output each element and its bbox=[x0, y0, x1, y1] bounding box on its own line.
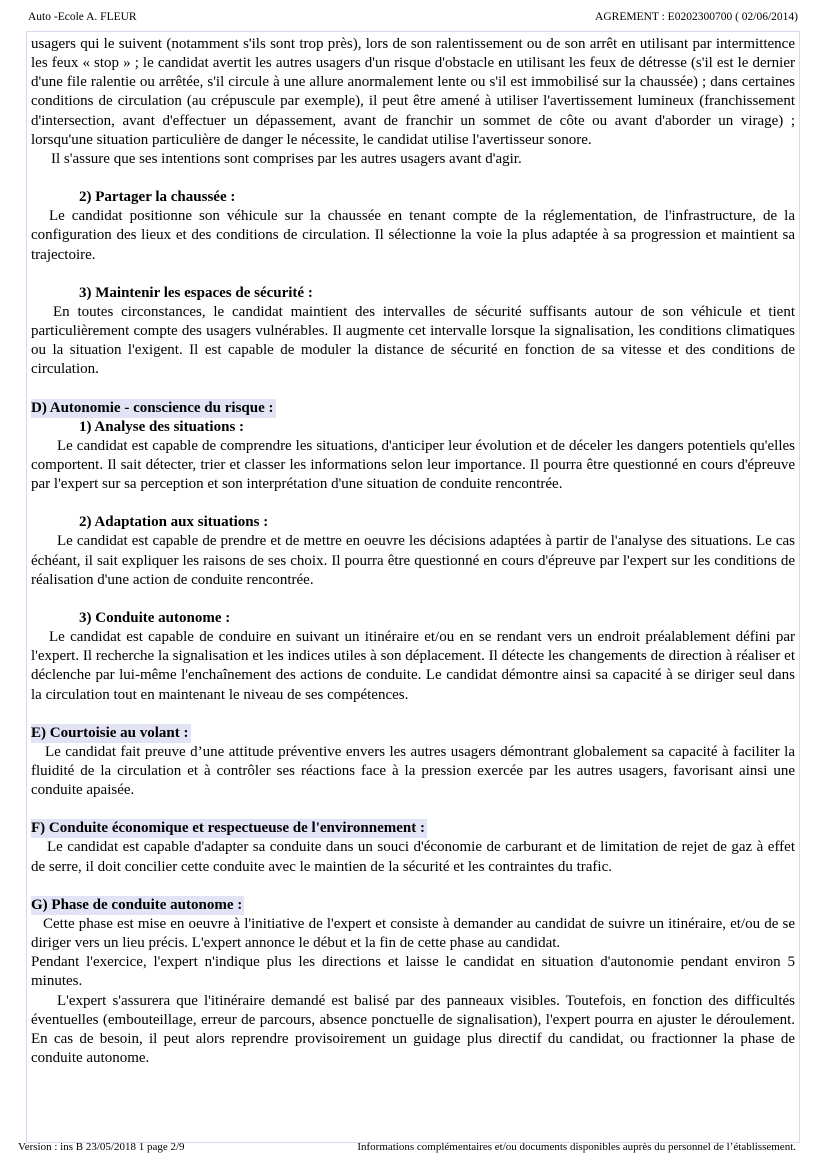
footer-version: Version : ins B 23/05/2018 1 page 2/9 bbox=[18, 1141, 185, 1153]
page-footer bbox=[18, 1141, 796, 1155]
document-body bbox=[31, 35, 795, 1068]
paragraph-autonomous-phase-1: Cette phase est mise en oeuvre à l'initiative de l'expert et consiste à demander au candidat de suivre un itinéraire, et/ou de se diriger vers un lieu précis. L'expert annonce le début et la fin de cette phase au candidat. bbox=[31, 915, 795, 952]
paragraph-courtesy: Le candidat fait preuve d’une attitude préventive envers les autres usagers démontrant globalement sa capacité à faciliter la fluidité de la circulation et à contrôler ses réactions face à la pression exercée par les autres usagers, favorisant ainsi une conduite apaisée. bbox=[31, 743, 795, 799]
paragraph-share-road: Le candidat positionne son véhicule sur la chaussée en tenant compte de la réglementation, de l'infrastructure, de la configuration des lieux et des conditions de circulation. Il sélectionne la voie la plus adaptée à sa progression et maintient sa trajectoire. bbox=[31, 208, 795, 263]
page-header bbox=[28, 11, 798, 27]
section-heading-eco-driving: F) Conduite économique et respectueuse de l'environnement : bbox=[31, 819, 427, 838]
header-school-name: Auto -Ecole A. FLEUR bbox=[28, 11, 137, 23]
section-heading-autonomous-phase: G) Phase de conduite autonome : bbox=[31, 896, 244, 915]
paragraph-eco-driving: Le candidat est capable d'adapter sa conduite dans un souci d'économie de carburant et de limitation de rejet de gaz à effet de serre, il doit concilier cette conduite avec le maintien de la sécurité et les contraintes du trafic. bbox=[31, 839, 795, 875]
paragraph-autonomous-phase-3: L'expert s'assurera que l'itinéraire demandé est balisé par des panneaux visibles. Toutefois, en fonction des difficultés éventuelles (embouteillage, erreur de parcours, absence ponctuelle de signalisation), l'expert pourra en ajuster le déroulement. En cas de besoin, il peut alors reprendre provisoirement un guidage plus directif du candidat, ou fractionner la phase de conduite autonome. bbox=[31, 992, 795, 1067]
paragraph-adaptation: Le candidat est capable de prendre et de mettre en oeuvre les décisions adaptées à partir de l'analyse des situations. Le cas échéant, il sait expliquer les raisons de ses choix. Il pourra être questionné en cours d'épreuve par l'expert sur les conditions de réalisation d'une action de conduite rencontrée. bbox=[31, 533, 795, 588]
paragraph-safety-spaces: En toutes circonstances, le candidat maintient des intervalles de sécurité suffisants autour de son véhicule et tient particulièrement compte des usagers vulnérables. Il augmente cet intervalle lorsque la signalisation, les conditions climatiques ou la situation l'exigent. Il est capable de moduler la distance de sécurité en fonction de sa vitesse et des conditions de circulation. bbox=[31, 303, 795, 378]
paragraph-autonomous-phase-2: Pendant l'exercice, l'expert n'indique plus les directions et laisse le candidat en situation d'autonomie pendant environ 5 minutes. bbox=[31, 954, 795, 990]
section-heading-courtesy: E) Courtoisie au volant : bbox=[31, 724, 191, 743]
footer-info: Informations complémentaires et/ou documents disponibles auprès du personnel de l’établissement. bbox=[357, 1141, 796, 1153]
subheading-autonomous-driving: 3) Conduite autonome : bbox=[79, 609, 231, 626]
subheading-safety-spaces: 3) Maintenir les espaces de sécurité : bbox=[79, 284, 313, 301]
intro-paragraph-2: Il s'assure que ses intentions sont comprises par les autres usagers avant d'agir. bbox=[51, 150, 522, 167]
paragraph-situation-analysis: Le candidat est capable de comprendre les situations, d'anticiper leur évolution et de déceler les dangers potentiels qu'elles comportent. Il sait détecter, trier et classer les informations selon leur importance. Il pourra être questionné en cours d'épreuve par l'expert sur sa perception et son interprétation d'une situation de conduite rencontrée. bbox=[31, 437, 795, 493]
subheading-adaptation: 2) Adaptation aux situations : bbox=[79, 514, 269, 531]
subheading-situation-analysis: 1) Analyse des situations : bbox=[79, 418, 245, 435]
subheading-share-road: 2) Partager la chaussée : bbox=[79, 189, 236, 206]
intro-paragraph: usagers qui le suivent (notamment s'ils sont trop près), lors de son ralentissement ou de son arrêt en utilisant par intermittence les feux « stop » ; le candidat avertit les autres usagers d'un risque d'obstacle en utilisant les feux de détresse (s'il est le dernier d'une file ralentie ou arrêtée, s'il circule à une allure anormalement lente ou s'il est immobilisé sur la chaussée) ; dans certaines conditions de circulation (au crépuscule par exemple), il peut être amené à utiliser l'avertissement lumineux (franchissement d'intersection, avant d'effectuer un dépassement, avant de franchir un sommet de côte ou avant d'aborder un virage) ; lorsqu'une situation particulière de danger le nécessite, le candidat utilise l'avertisseur sonore. bbox=[31, 36, 795, 148]
paragraph-autonomous-driving: Le candidat est capable de conduire en suivant un itinéraire et/ou en se rendant vers un endroit préalablement défini par l'expert. Il recherche la signalisation et les indices utiles à son déplacement. Il détecte les changements de direction à réaliser et déclenche par lui-même l'enchaînement des actions de conduite. Le candidat démontre ainsi sa capacité à se diriger seul dans la circulation tout en maintenant le niveau de ses compétences. bbox=[31, 629, 795, 703]
section-heading-autonomy: D) Autonomie - conscience du risque : bbox=[31, 399, 276, 418]
header-agreement: AGREMENT : E0202300700 ( 02/06/2014) bbox=[595, 11, 798, 23]
